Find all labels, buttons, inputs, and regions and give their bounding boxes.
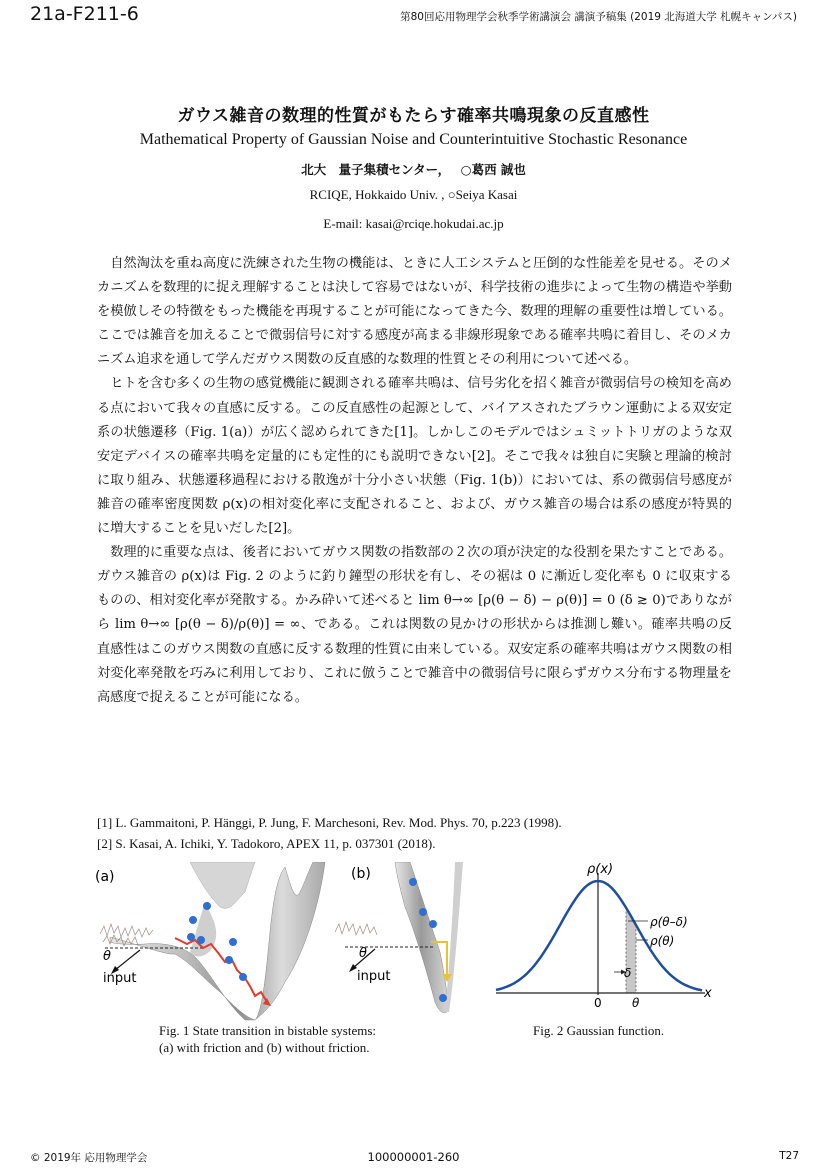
theta-label: θ [632, 996, 640, 1010]
footer-id: 100000001-260 [367, 1150, 460, 1164]
figure2-gaussian [490, 855, 725, 1015]
footer-copyright: © 2019年 応用物理学会 [30, 1152, 148, 1164]
session-code: 21a-F211-6 [30, 3, 139, 25]
theta-label-a: θ [103, 949, 111, 964]
figure1-caption-line1: Fig. 1 State transition in bistable systems: [159, 1023, 377, 1038]
paragraph-3: 数理的に重要な点は、後者においてガウス関数の指数部の２次の項が決定的な役割を果たすことである。ガウス雑音の ρ(x)は Fig. 2 のように釣り鐘型の形状を有し、その裾は 0 に漸近し変化率も 0 に収束するものの、相対変化率が発散する。かみ砕いて述べると lim θ→∞ [ρ(θ − δ) − ρ(θ)] = 0 (δ ≳ 0)でありながら lim θ→∞ [ρ(θ − δ)/ρ(θ)] = ∞、である。これは関数の見かけの形状からは推測し難い。確率共鳴の反直感性はこのガウス関数の直感に反する数理的性質に由来している。双安定系の確率共鳴はガウス関数の相対変化率発散を巧みに利用しており、これに倣うことで雑音中の微弱信号に限らずガウス分布する物理量を高感度で捉えることが可能になる。 [97, 545, 732, 705]
figure1-caption [159, 1022, 429, 1056]
paragraph-1: 自然淘汰を重ね高度に洗練された生物の機能は、ときに人工システムと圧倒的な性能差を見せる。そのメカニズムを数理的に捉え理解することは決して容易ではないが、科学技術の進歩によって生物の構造や挙動を模倣しその特徴をもった機能を再現することが可能になってきた今、数理的理解の重要性は増している。ここでは雑音を加えることで微弱信号に対する感度が高まる非線形現象である確率共鳴に着目し、そのメカニズム追求を通して学んだガウス関数の反直感的な数理的性質とその利用について述べる。 [97, 256, 732, 368]
delta-label: δ [624, 966, 632, 980]
zero-label: 0 [594, 996, 602, 1010]
rho-theta-label: ρ(θ) [650, 934, 675, 948]
panel-b-label: (b) [351, 866, 371, 882]
theta-label-b: θ [359, 946, 367, 961]
author-email: E-mail: kasai@rciqe.hokudai.ac.jp [323, 216, 504, 231]
conference-header: 第80回応用物理学会秋季学術講演会 講演予稿集 (2019 北海道大学 札幌キャンパス) [400, 11, 797, 23]
authors-japanese: 北大 量子集積センター， ○葛西 誠也 [301, 162, 526, 177]
figure1-panel-b [335, 862, 475, 1022]
panel-a-label: (a) [95, 869, 115, 885]
figure2-caption: Fig. 2 Gaussian function. [533, 1023, 665, 1038]
authors-english: RCIQE, Hokkaido Univ. , ○Seiya Kasai [309, 187, 518, 202]
figure1-panel-a [95, 862, 335, 1022]
rho-theta-delta-label: ρ(θ–δ) [650, 915, 688, 929]
paragraph-2: ヒトを含む多くの生物の感覚機能に観測される確率共鳴は、信号劣化を招く雑音が微弱信号の検知を高める点において我々の直感に反する。この反直感性の起源として、バイアスされたブラウン運動による双安定系の状態遷移（Fig. 1(a)）が広く認められてきた[1]。しかしこのモデルではシュミットトリガのような双安定デバイスの確率共鳴を定量的にも定性的にも説明できない[2]。そこで我々は独自に実験と理論的検討に取り組み、状態遷移過程における散逸が十分小さい状態（Fig. 1(b)）においては、系の微弱信号感度が雑音の確率密度関数 ρ(x)の相対変化率に支配されること、および、ガウス雑音の場合は系の感度が特異的に増大することを見いだした[2]。 [97, 376, 732, 537]
footer-page: T27 [779, 1150, 799, 1162]
title-japanese: ガウス雑音の数理的性質がもたらす確率共鳴現象の反直感性 [177, 106, 650, 126]
title-english: Mathematical Property of Gaussian Noise and Counterintuitive Stochastic Resonance [139, 131, 688, 148]
x-axis-label: x [704, 986, 712, 1001]
body-text [97, 252, 732, 710]
reference-1: [1] L. Gammaitoni, P. Hänggi, P. Jung, F. Marchesoni, Rev. Mod. Phys. 70, p.223 (1998). [97, 815, 562, 830]
figure1-caption-line2: (a) with friction and (b) without friction. [159, 1040, 370, 1055]
reference-2: [2] S. Kasai, A. Ichiki, Y. Tadokoro, APEX 11, p. 037301 (2018). [97, 835, 436, 851]
input-label-b: input [357, 969, 391, 984]
input-label-a: input [103, 971, 137, 986]
rho-x-label: ρ(x) [587, 862, 614, 877]
references [97, 813, 737, 854]
